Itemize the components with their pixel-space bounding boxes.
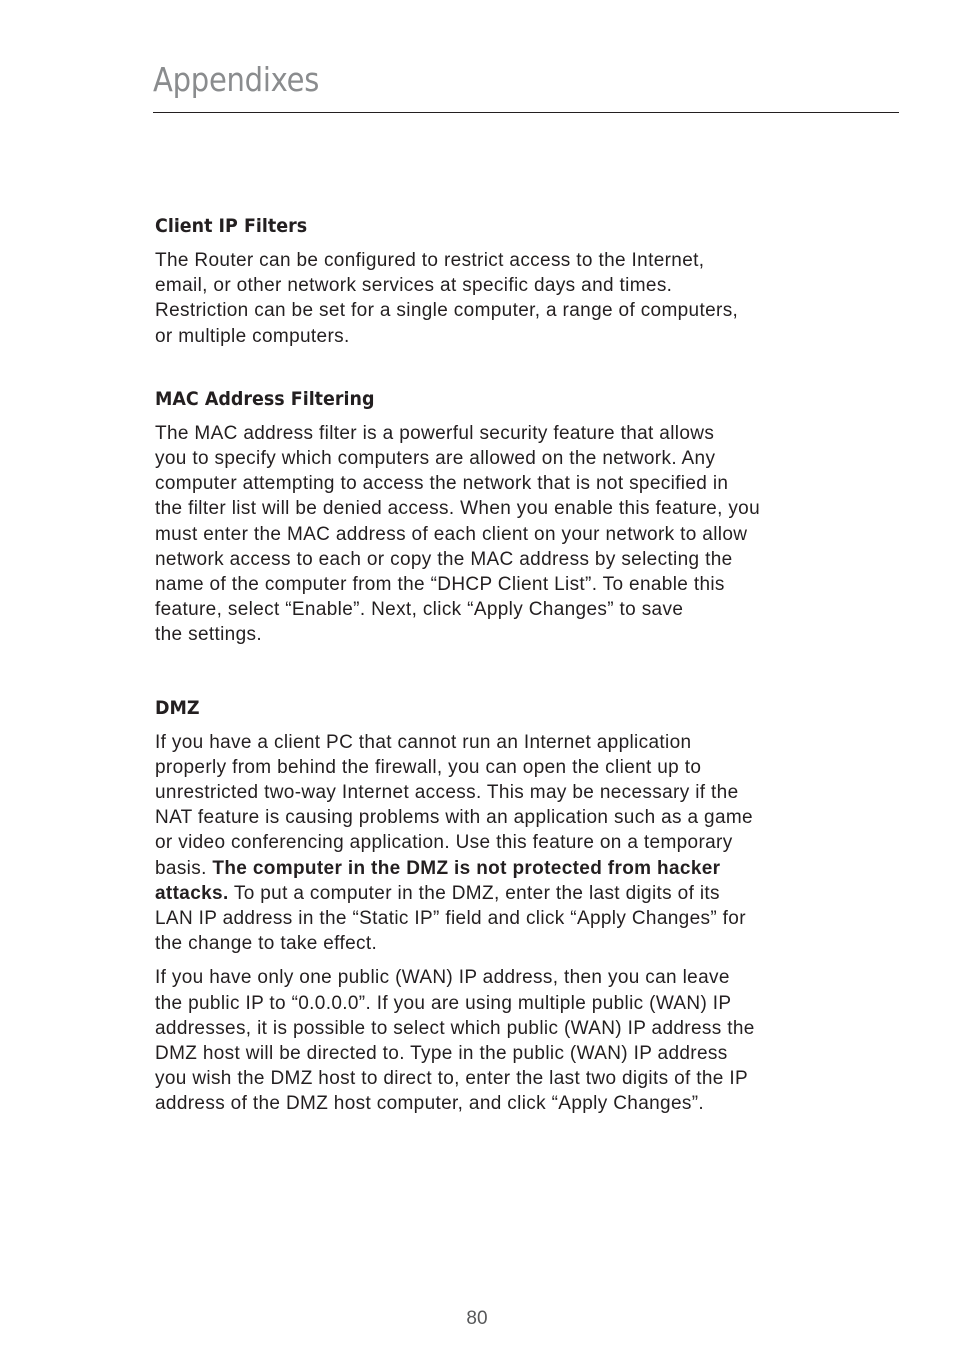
page-number: 80 [466,1308,488,1329]
text-line: The Router can be configured to restrict access to the Internet, [155,250,705,271]
text-line: network access to each or copy the MAC address by selecting the [155,548,733,570]
text-run: To put a computer in the DMZ, enter the last digits of its [228,882,720,904]
section-heading-client-ip-filters: Client IP Filters [155,215,308,237]
text-run: basis. [155,857,213,879]
text-line: computer attempting to access the network that is not specified in [155,473,729,495]
section-dmz [155,694,865,1117]
text-line: address of the DMZ host computer, and click “Apply Changes”. [155,1093,705,1115]
text-line: If you have only one public (WAN) IP address, then you can leave [155,967,730,989]
page-title: Appendixes [153,60,320,99]
text-line: the settings. [155,624,262,646]
text-line: email, or other network services at specific days and times. [155,275,673,297]
text-line: or multiple computers. [155,325,350,347]
text-line-mixed [155,856,865,881]
text-line: feature, select “Enable”. Next, click “Apply Changes” to save [155,599,684,621]
text-line: or video conferencing application. Use this feature on a temporary [155,832,733,854]
paragraph-client-ip-filters [155,248,865,349]
text-line: must enter the MAC address of each client on your network to allow [155,523,748,545]
text-line: The MAC address filter is a powerful security feature that allows [155,422,715,444]
text-line: you to specify which computers are allowed on the network. Any [155,448,716,470]
page-content [155,212,865,1117]
title-divider [153,112,899,113]
text-line: name of the computer from the “DHCP Client List”. To enable this [155,574,725,596]
paragraph-dmz-2 [155,965,865,1116]
text-line: Restriction can be set for a single computer, a range of computers, [155,300,739,322]
text-line: addresses, it is possible to select which public (WAN) IP address the [155,1017,755,1039]
text-line: NAT feature is causing problems with an application such as a game [155,807,753,829]
paragraph-mac-address-filtering [155,421,865,648]
text-line: DMZ host will be directed to. Type in the public (WAN) IP address [155,1043,728,1065]
section-heading-mac-address-filtering: MAC Address Filtering [155,387,375,410]
section-mac-address-filtering [155,385,865,648]
text-line: properly from behind the firewall, you can open the client up to [155,756,702,778]
text-line: the filter list will be denied access. When you enable this feature, you [155,498,761,520]
text-line-mixed [155,881,865,906]
text-line: unrestricted two-way Internet access. This may be necessary if the [155,782,739,804]
paragraph-dmz-1 [155,730,865,957]
warning-text: The computer in the DMZ is not protected from hacker [212,857,721,879]
text-line: the public IP to “0.0.0.0”. If you are using multiple public (WAN) IP [155,992,732,1014]
section-client-ip-filters [155,212,865,349]
text-line: LAN IP address in the “Static IP” field and click “Apply Changes” for [155,908,746,930]
text-line: the change to take effect. [155,933,378,955]
text-line: you wish the DMZ host to direct to, enter the last two digits of the IP [155,1068,749,1090]
warning-text: attacks. [155,882,229,904]
text-line: If you have a client PC that cannot run an Internet application [155,731,692,753]
section-heading-dmz: DMZ [155,696,200,719]
